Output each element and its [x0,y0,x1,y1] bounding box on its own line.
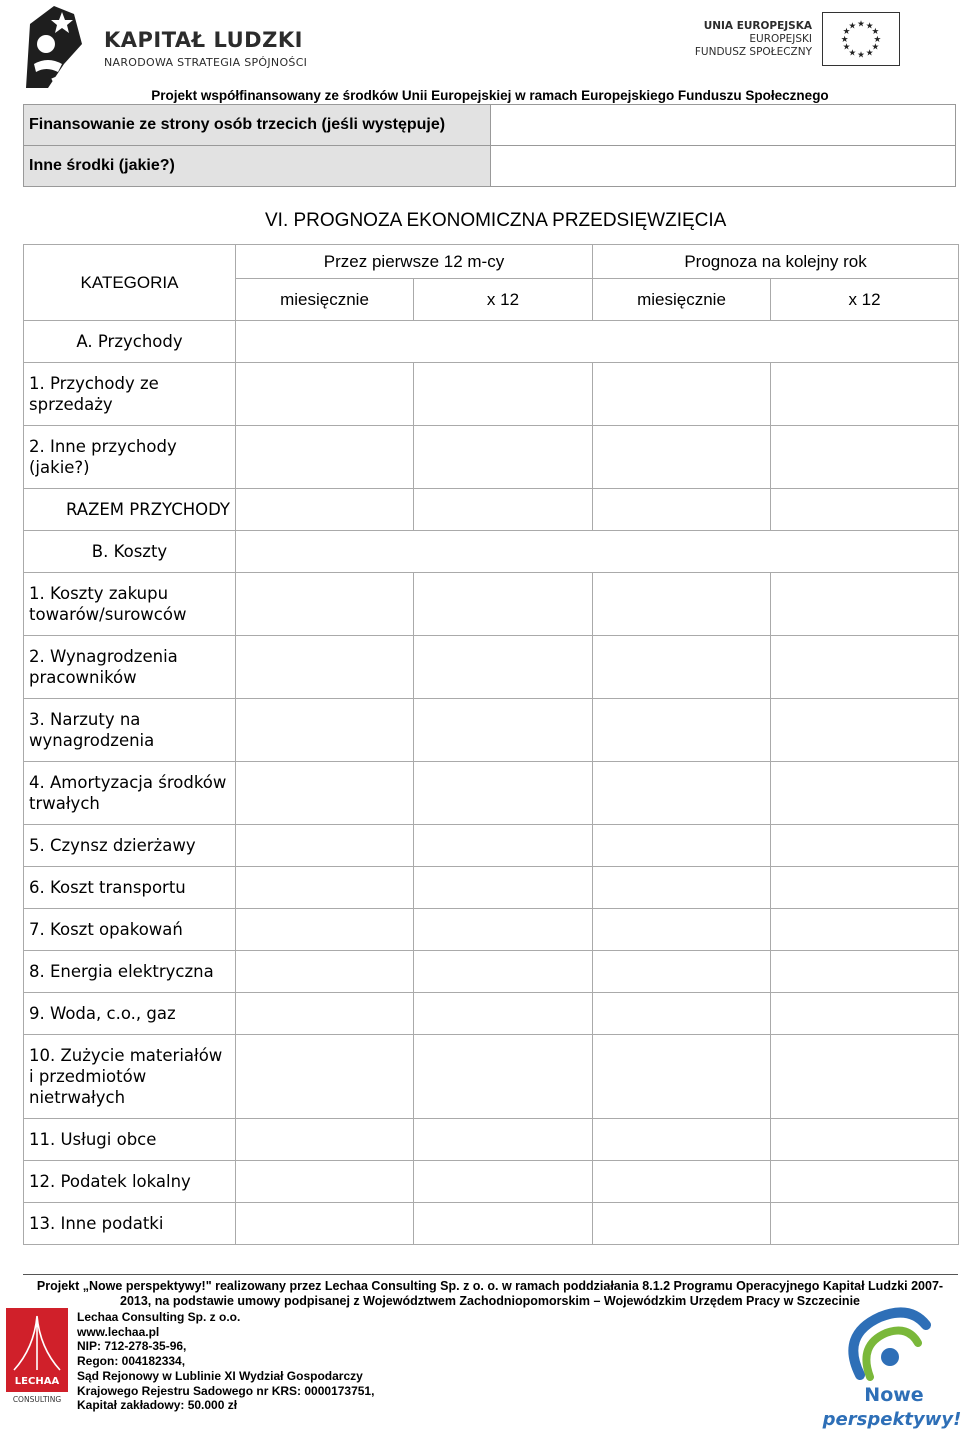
row-label: 4. Amortyzacja środków trwałych [24,762,236,825]
svg-text:★: ★ [865,48,874,59]
value-cell[interactable] [593,699,771,762]
value-cell[interactable] [414,699,593,762]
value-cell[interactable] [771,489,959,531]
value-cell[interactable] [236,762,414,825]
svg-text:★: ★ [871,27,880,38]
nowe-logo-line-2: perspektywy! [822,1409,962,1430]
row-label: 13. Inne podatki [24,1203,236,1245]
svg-text:★: ★ [865,21,874,32]
row-label: 1. Przychody ze sprzedaży [24,363,236,426]
table-row [24,1035,959,1119]
value-cell[interactable] [771,825,959,867]
section-spacer-cell [236,321,959,363]
value-cell[interactable] [593,636,771,699]
value-cell[interactable] [236,825,414,867]
lechaa-logo-name: LECHAA [14,1376,60,1387]
value-cell[interactable] [593,426,771,489]
table-row [24,825,959,867]
value-cell[interactable] [414,951,593,993]
table-row [24,1119,959,1161]
value-cell[interactable] [236,951,414,993]
table-row [24,867,959,909]
svg-text:★: ★ [857,19,865,30]
eu-line-2: EUROPEJSKI [749,33,812,45]
row-label: 11. Usługi obce [24,1119,236,1161]
value-cell[interactable] [414,1161,593,1203]
value-cell[interactable] [491,146,956,187]
value-cell[interactable] [414,1203,593,1245]
company-line: Sąd Rejonowy w Lublinie XI Wydział Gospodarczy [77,1368,363,1383]
value-cell[interactable] [771,699,959,762]
company-line: Regon: 004182334, [77,1354,186,1369]
value-cell[interactable] [236,699,414,762]
value-cell[interactable] [414,636,593,699]
value-cell[interactable] [771,636,959,699]
row-label: 3. Narzuty na wynagrodzenia [24,699,236,762]
value-cell[interactable] [593,993,771,1035]
value-cell[interactable] [593,951,771,993]
table-row [24,909,959,951]
value-cell[interactable] [593,867,771,909]
svg-text:★: ★ [840,34,849,45]
nowe-perspektywy-logo-icon [822,1305,962,1431]
cofinancing-note: Projekt współfinansowany ze środków Unii Europejskiej w ramach Europejskiego Funduszu Społecznego [151,88,829,103]
value-cell[interactable] [771,1203,959,1245]
value-cell[interactable] [593,825,771,867]
value-cell[interactable] [593,762,771,825]
table-row [24,1203,959,1245]
section-spacer-cell [236,531,959,573]
value-cell[interactable] [414,426,593,489]
table-row [24,699,959,762]
value-cell[interactable] [593,909,771,951]
forecast-table [23,244,959,1245]
company-line: NIP: 712-278-35-96, [77,1339,187,1354]
row-label: 9. Woda, c.o., gaz [24,993,236,1035]
lechaa-logo-icon [4,1308,70,1406]
value-cell[interactable] [771,426,959,489]
value-cell[interactable] [236,426,414,489]
row-label: 12. Podatek lokalny [24,1161,236,1203]
svg-text:★: ★ [848,48,857,59]
value-cell[interactable] [236,909,414,951]
company-line[interactable]: www.lechaa.pl [77,1324,160,1339]
sub-header: x 12 [414,279,593,321]
value-cell[interactable] [236,636,414,699]
table-row [24,951,959,993]
period2-header: Prognoza na kolejny rok [593,245,959,279]
value-cell[interactable] [771,573,959,636]
row-label: 1. Koszty zakupu towarów/surowców [24,573,236,636]
table-row [24,762,959,825]
value-cell[interactable] [593,1203,771,1245]
table-row [24,531,959,573]
section-title: VI. PROGNOZA EKONOMICZNA PRZEDSIĘWZIĘCIA [265,210,727,231]
row-label: Finansowanie ze strony osób trzecich (jeśli występuje) [24,105,491,146]
eu-line-1: UNIA EUROPEJSKA [703,20,812,32]
svg-text:★: ★ [842,27,851,38]
company-line: Lechaa Consulting Sp. z o.o. [77,1310,241,1324]
financing-table [23,104,956,187]
sub-header: miesięcznie [593,279,771,321]
value-cell[interactable] [414,867,593,909]
sub-header: miesięcznie [236,279,414,321]
footer-project-line-1: Projekt „Nowe perspektywy!" realizowany przez Lechaa Consulting Sp. z o. o. w ramach poddziałania 8.1.2 Programu Operacyjnego Kapitał Ludzki 2007- [36,1279,944,1293]
value-cell[interactable] [491,105,956,146]
row-label: 5. Czynsz dzierżawy [24,825,236,867]
svg-text:★: ★ [842,42,851,53]
table-row [24,993,959,1035]
category-header: KATEGORIA [24,245,236,321]
table-row [24,321,959,363]
row-label: 2. Wynagrodzenia pracowników [24,636,236,699]
kapital-ludzki-logo-icon [24,4,84,90]
value-cell[interactable] [771,363,959,426]
svg-text:★: ★ [873,34,882,45]
value-cell[interactable] [593,1161,771,1203]
svg-text:★: ★ [871,42,880,53]
value-cell[interactable] [771,993,959,1035]
value-cell[interactable] [771,1119,959,1161]
company-line: Kapitał zakładowy: 50.000 zł [77,1398,238,1413]
logo-title: KAPITAŁ LUDZKI [104,28,303,52]
value-cell[interactable] [414,363,593,426]
row-label: 2. Inne przychody (jakie?) [24,426,236,489]
value-cell[interactable] [414,909,593,951]
value-cell[interactable] [771,867,959,909]
value-cell[interactable] [771,1035,959,1119]
row-label: 8. Energia elektryczna [24,951,236,993]
value-cell[interactable] [414,1035,593,1119]
value-cell[interactable] [414,573,593,636]
row-label: A. Przychody [24,321,236,363]
table-row [24,426,959,489]
value-cell[interactable] [236,573,414,636]
nowe-logo-line-1: Nowe [864,1384,924,1406]
table-row [24,489,959,531]
table-row [24,1161,959,1203]
footer-divider [23,1274,958,1275]
value-cell[interactable] [236,489,414,531]
company-info [77,1310,374,1413]
value-cell[interactable] [771,1161,959,1203]
table-row [24,146,956,187]
table-row [24,636,959,699]
row-label: 6. Koszt transportu [24,867,236,909]
lechaa-logo-sub: CONSULTING [12,1395,62,1404]
value-cell[interactable] [236,1035,414,1119]
row-label: B. Koszty [24,531,236,573]
value-cell[interactable] [771,909,959,951]
logo-subtitle: NARODOWA STRATEGIA SPÓJNOŚCI [104,56,308,69]
value-cell[interactable] [414,993,593,1035]
table-row [24,573,959,636]
header-row [24,245,959,279]
value-cell[interactable] [414,1119,593,1161]
svg-text:★: ★ [857,50,865,61]
row-label: 10. Zużycie materiałów i przedmiotów nietrwałych [24,1035,236,1119]
footer-project-line-2: 2013, na podstawie umowy podpisanej z Województwem Zachodniopomorskim – Wojewódzkim Urzędem Pracy w Szczecinie [120,1294,860,1308]
value-cell[interactable] [771,762,959,825]
value-cell[interactable] [236,363,414,426]
eu-flag-icon [822,12,900,66]
row-label: Inne środki (jakie?) [24,146,491,187]
company-line: Krajowego Rejestru Sadowego nr KRS: 0000173751, [77,1383,375,1398]
value-cell[interactable] [236,993,414,1035]
eu-logo-text [690,20,812,59]
row-label: 7. Koszt opakowań [24,909,236,951]
value-cell[interactable] [593,1035,771,1119]
row-label: RAZEM PRZYCHODY [24,489,236,531]
eu-line-3: FUNDUSZ SPOŁECZNY [694,46,812,58]
value-cell[interactable] [414,762,593,825]
value-cell[interactable] [593,489,771,531]
value-cell[interactable] [236,1119,414,1161]
sub-header: x 12 [771,279,959,321]
value-cell[interactable] [414,489,593,531]
value-cell[interactable] [414,825,593,867]
value-cell[interactable] [771,951,959,993]
value-cell[interactable] [593,363,771,426]
value-cell[interactable] [593,1119,771,1161]
period1-header: Przez pierwsze 12 m-cy [236,245,593,279]
value-cell[interactable] [236,867,414,909]
value-cell[interactable] [593,573,771,636]
table-row [24,105,956,146]
value-cell[interactable] [236,1161,414,1203]
svg-text:★: ★ [848,21,857,32]
table-row [24,363,959,426]
value-cell[interactable] [236,1203,414,1245]
